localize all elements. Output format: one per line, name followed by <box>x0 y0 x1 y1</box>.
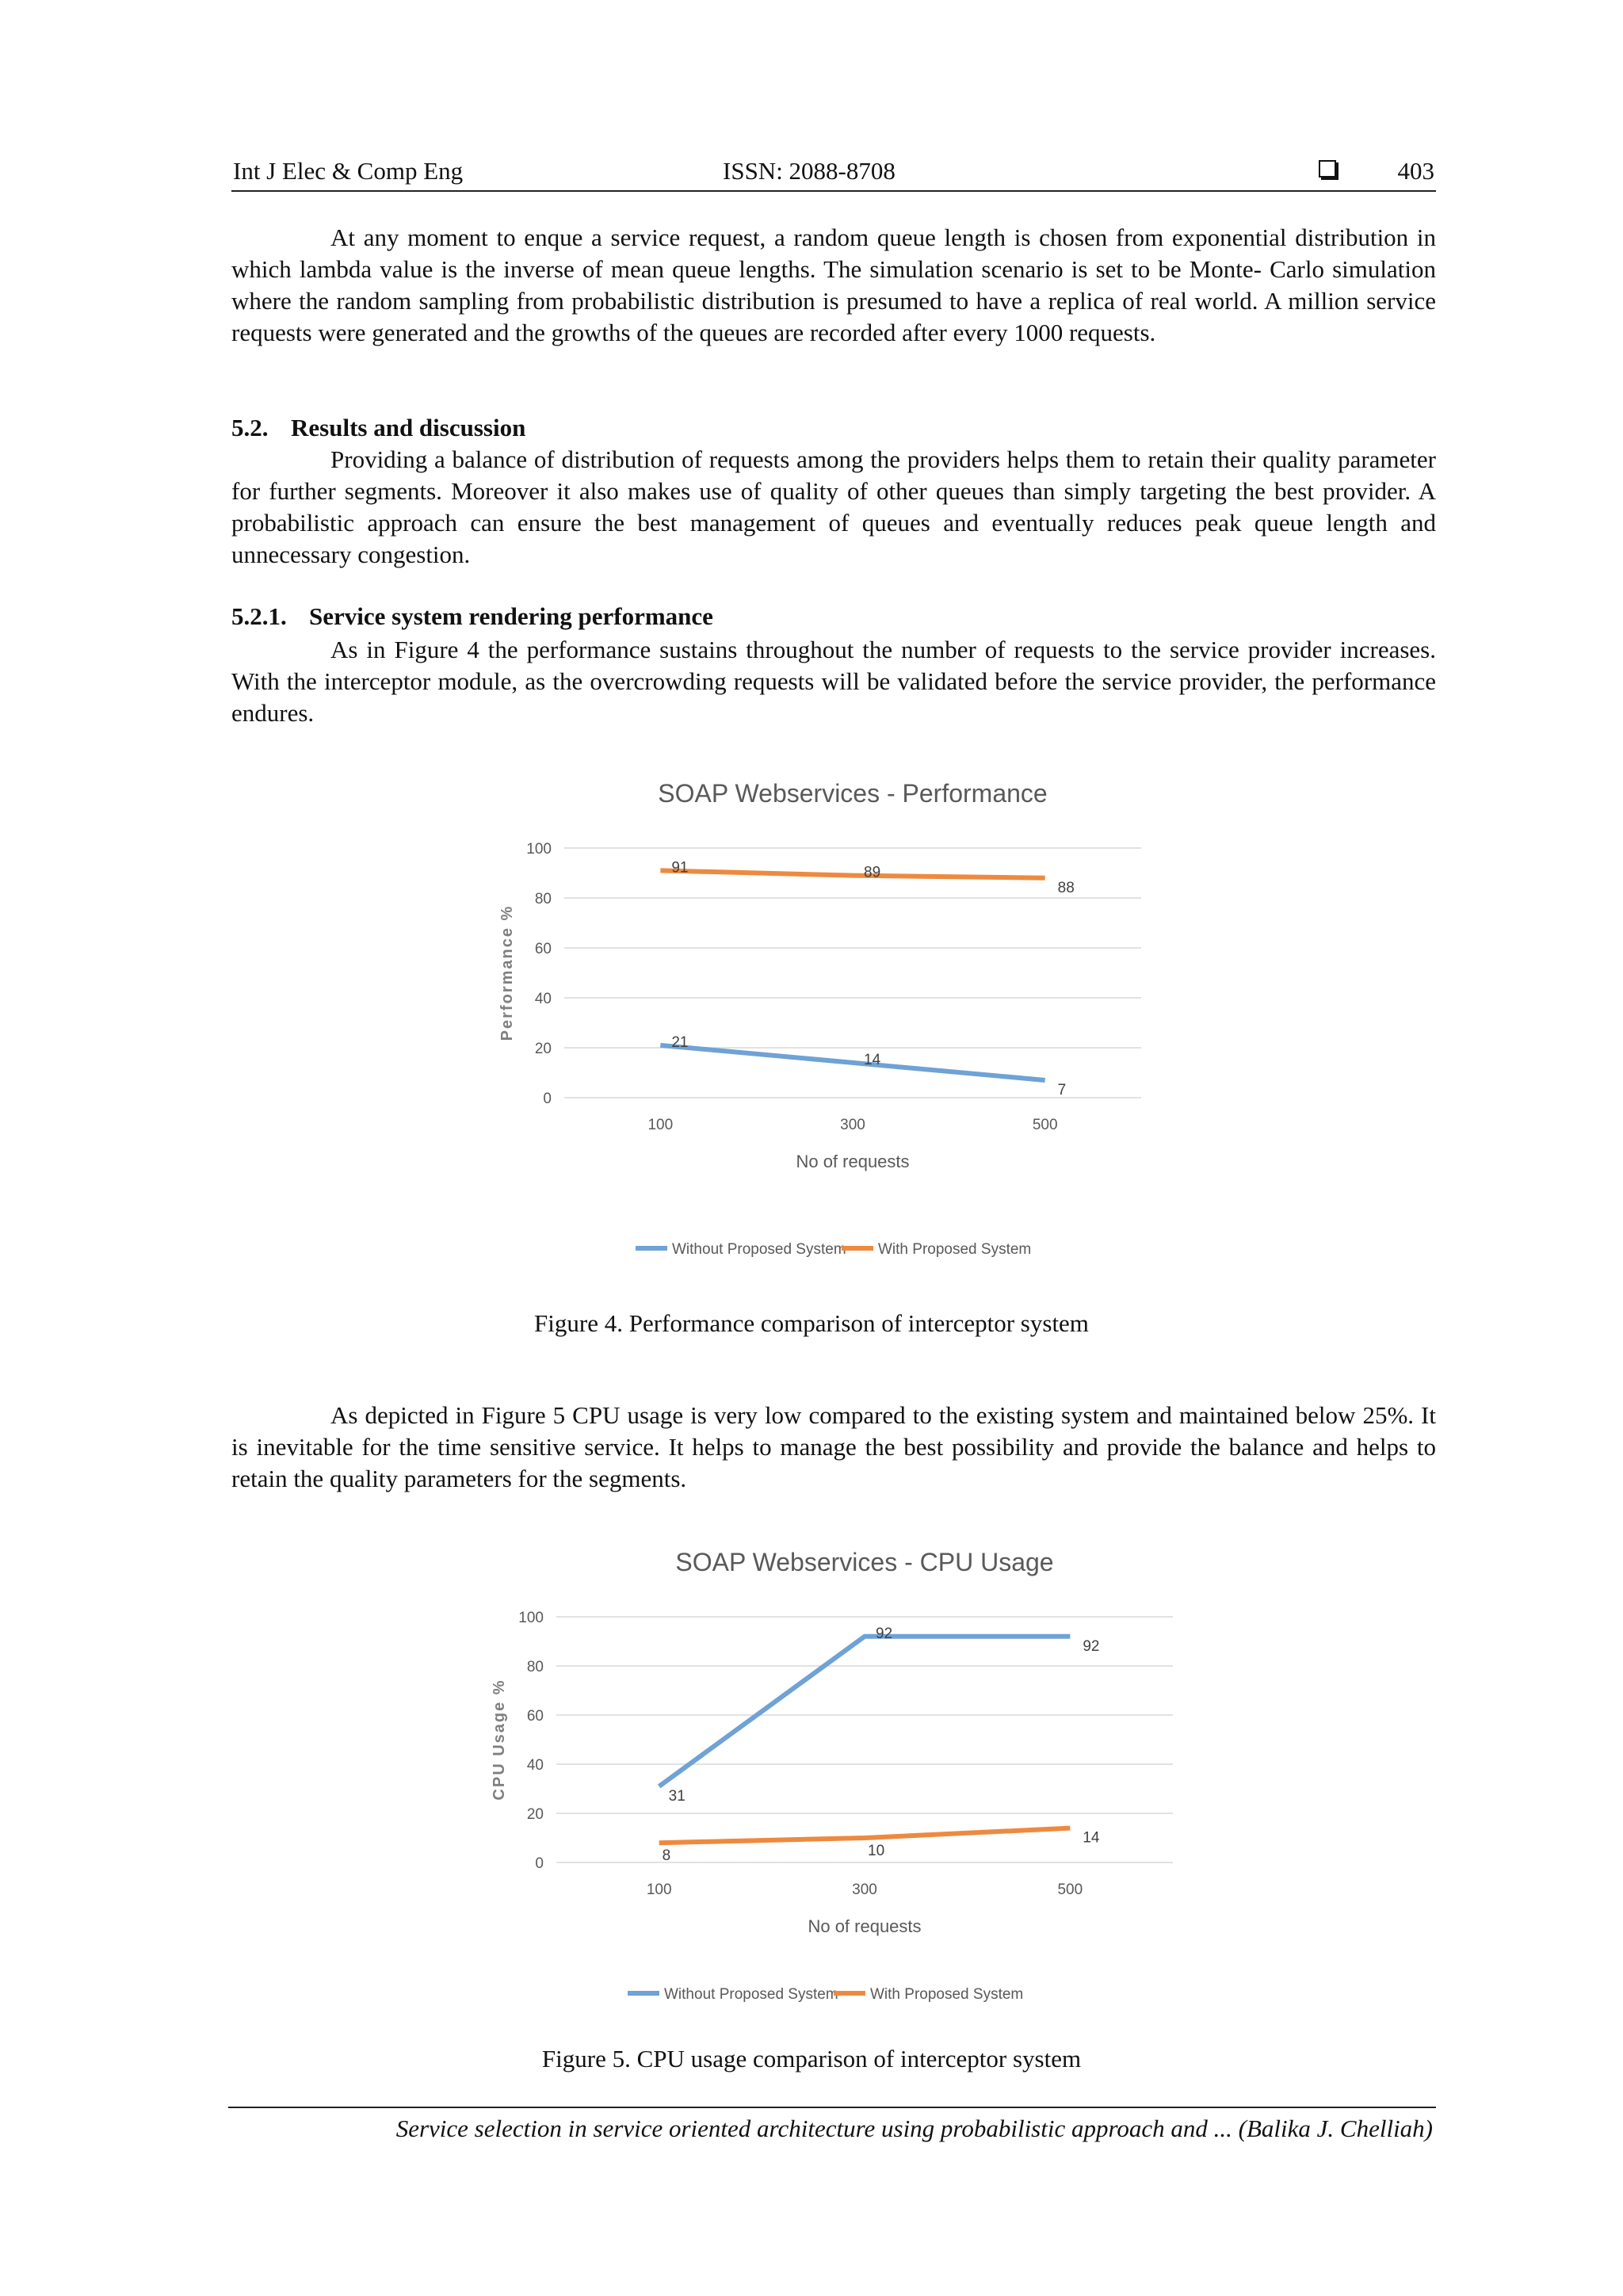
data-label: 91 <box>671 859 689 877</box>
heading-rendering-performance <box>231 602 713 631</box>
heading-text: Results and discussion <box>291 414 526 441</box>
paragraph-figure4-intro: As in Figure 4 the performance sustains throughout the number of requests to the service provider increases. With the interceptor module, as the overcrowding requests will be validated before the service provider, the performance endures. <box>231 636 1436 727</box>
heading-number: 5.2.1. <box>231 602 287 630</box>
paragraph-simulation: At any moment to enque a service request, a random queue length is chosen from exponential distribution in which lambda value is the inverse of mean queue lengths. The simulation scenario is set to be Monte- Carlo simulation where the random sampling from probabilistic distribution is presumed to have a replica of real world. A million service requests were generated and the growths of the queues are recorded after every 1000 requests. <box>231 223 1436 346</box>
legend-entry: With Proposed System <box>870 1986 1024 2003</box>
y-tick-label: 80 <box>534 891 552 907</box>
figure-4-chart <box>491 769 1189 1288</box>
chart-title: SOAP Webservices - CPU Usage <box>675 1548 1054 1576</box>
y-tick-label: 60 <box>526 1708 544 1725</box>
page-number: 403 <box>1397 157 1434 185</box>
data-label: 14 <box>1083 1829 1100 1847</box>
y-tick-label: 60 <box>534 941 552 957</box>
heading-number: 5.2. <box>231 414 269 441</box>
figure-4-caption: Figure 4. Performance comparison of interceptor system <box>534 1309 1089 1337</box>
x-tick-label: 100 <box>646 1881 672 1898</box>
y-tick-label: 40 <box>526 1757 544 1774</box>
series-line <box>660 870 1044 877</box>
cpu-usage-chart-svg <box>483 1538 1197 2029</box>
paragraph-balance: Providing a balance of distribution of requests among the providers helps them to retain their quality parameter for further segments. Moreover it also makes use of quality of other queues than simply targeting the best provider. A probabilistic approach can ensure the best management of queues and eventually reduces peak queue length and unnecessary congestion. <box>231 445 1436 568</box>
data-label: 89 <box>864 864 881 881</box>
journal-name: Int J Elec & Comp Eng <box>233 157 464 185</box>
figure-5-caption: Figure 5. CPU usage comparison of interceptor system <box>541 2045 1082 2073</box>
issn: ISSN: 2088-8708 <box>723 157 896 185</box>
data-label: 88 <box>1057 879 1075 896</box>
y-tick-label: 0 <box>535 1855 544 1872</box>
y-axis-label: Performance % <box>498 904 516 1041</box>
x-tick-label: 100 <box>647 1117 674 1133</box>
y-tick-label: 100 <box>526 841 552 858</box>
x-axis-label: No of requests <box>796 1152 910 1171</box>
y-tick-label: 100 <box>518 1610 544 1626</box>
data-label: 8 <box>662 1847 671 1865</box>
chart-title: SOAP Webservices - Performance <box>658 779 1048 808</box>
heading-text: Service system rendering performance <box>309 602 713 630</box>
paragraph-figure5-intro: As depicted in Figure 5 CPU usage is very low compared to the existing system and maintained below 25%. It is inevitable for the time sensitive service. It helps to manage the best possibility and provide the balance and helps to retain the quality parameters for the segments. <box>231 1401 1436 1492</box>
data-label: 92 <box>1083 1637 1100 1655</box>
checkbox-square-icon <box>1319 160 1336 178</box>
running-footer: Service selection in service oriented architecture using probabilistic approach and ... (Balika J. Chelliah) <box>395 2115 1433 2142</box>
y-tick-label: 80 <box>526 1659 544 1675</box>
y-tick-label: 0 <box>543 1091 552 1107</box>
legend-entry: With Proposed System <box>878 1241 1032 1258</box>
legend-entry: Without Proposed System <box>664 1986 838 2003</box>
x-tick-label: 500 <box>1057 1881 1083 1898</box>
x-tick-label: 500 <box>1032 1117 1058 1133</box>
data-label: 10 <box>868 1843 885 1859</box>
y-tick-label: 20 <box>534 1041 552 1057</box>
data-label: 7 <box>1057 1081 1067 1098</box>
heading-results-discussion <box>231 414 525 442</box>
footer-rule <box>228 2107 1436 2108</box>
legend-entry: Without Proposed System <box>672 1241 846 1258</box>
x-axis-label: No of requests <box>808 1916 922 1936</box>
performance-chart-svg <box>491 769 1189 1284</box>
data-label: 21 <box>671 1033 689 1051</box>
y-axis-label: CPU Usage % <box>491 1679 508 1801</box>
x-tick-label: 300 <box>852 1881 877 1898</box>
figure-5-chart <box>483 1538 1197 2033</box>
x-tick-label: 300 <box>840 1117 865 1133</box>
data-label: 92 <box>876 1625 893 1642</box>
y-tick-label: 40 <box>534 991 552 1007</box>
series-line <box>660 1045 1044 1080</box>
running-header <box>231 152 1436 192</box>
data-label: 14 <box>864 1051 881 1068</box>
data-label: 31 <box>668 1787 685 1805</box>
y-tick-label: 20 <box>526 1806 544 1823</box>
series-line <box>659 1828 1071 1843</box>
